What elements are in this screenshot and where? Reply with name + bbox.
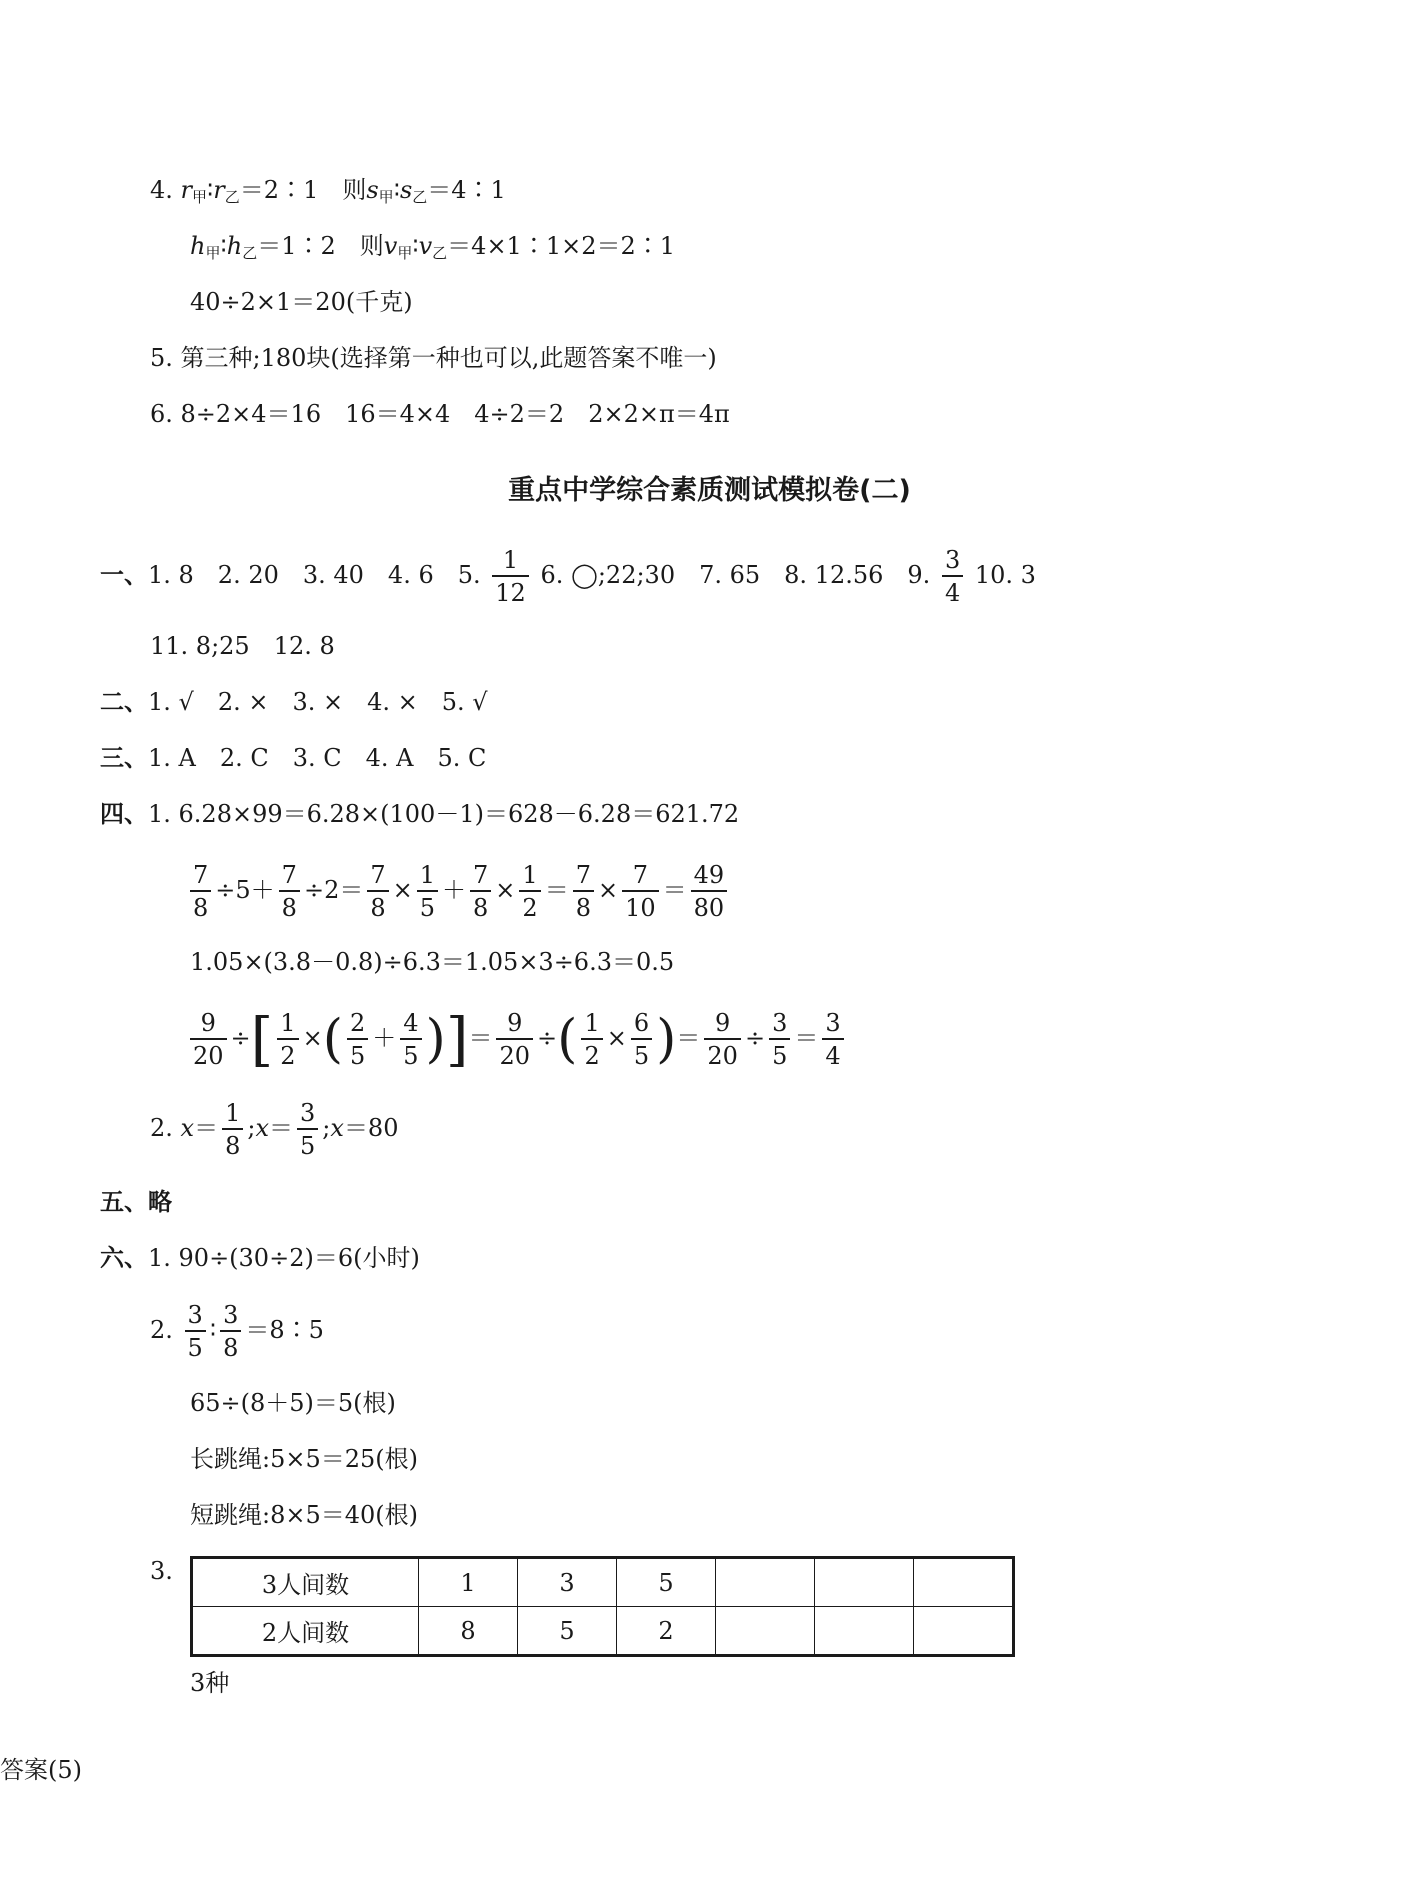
table-cell: [716, 1607, 815, 1656]
fraction: $\frac{3}{5}$: [185, 1303, 206, 1360]
table-row: [192, 1558, 1014, 1607]
part4-line2: $\frac{7}{8}$ ÷5＋ $\frac{7}{8}$ ÷2＝ $\frac{7}{8}$ × $\frac{1}{5}$ ＋ $\frac{7}{8}$ × $\frac{1}{2}$ ＝ $\frac{7}{8}$ × $\frac{7}{10}$ ＝ $\frac{49}{80}$: [186, 850, 731, 930]
part6-line5: 短跳绳:8×5＝40(根): [190, 1501, 418, 1529]
table-header-cell: 3人间数: [192, 1558, 419, 1607]
q4-line2: $h_甲∶h_乙=1∶2$ 则$v_甲∶v_乙=4\times 1∶1\times 2=2∶1$: [190, 232, 676, 262]
part4-line5: 2. x＝ $\frac{1}{8}$ ;x＝ $\frac{3}{5}$ ;x＝80: [150, 1099, 399, 1160]
fraction: $\frac{7}{8}$: [190, 863, 211, 920]
q4-line3: 40÷2×1＝20(千克): [190, 288, 413, 316]
fraction: $\frac{1}{2}$: [277, 1011, 298, 1068]
fraction: $\frac{7}{8}$: [367, 863, 388, 920]
fraction: $\frac{3}{8}$: [220, 1303, 241, 1360]
fraction: $\frac{1}{2}$: [581, 1011, 602, 1068]
fraction: $\frac{6}{5}$: [631, 1011, 652, 1068]
fraction: $\frac{9}{20}$: [496, 1011, 533, 1068]
fraction: $\frac{2}{5}$: [347, 1011, 368, 1068]
fraction: $\frac{7}{8}$: [573, 863, 594, 920]
table-cell: [815, 1558, 914, 1607]
part3-line: 三、1. A 2. C 3. C 4. A 5. C: [100, 744, 487, 772]
part6-line2: 2. $\frac{3}{5}$ ∶ $\frac{3}{8}$ ＝8∶5: [150, 1301, 324, 1362]
table-cell: [815, 1607, 914, 1656]
table-cell: [914, 1558, 1014, 1607]
page-title: 重点中学综合素质测试模拟卷(二): [508, 475, 911, 506]
part6-line3: 65÷(8＋5)＝5(根): [190, 1389, 396, 1417]
fraction: $\frac{3}{4}$: [822, 1011, 843, 1068]
part6-line6-num: 3.: [150, 1557, 173, 1585]
part6-line1: 六、1. 90÷(30÷2)＝6(小时): [100, 1244, 420, 1272]
table-cell: 5: [518, 1607, 617, 1656]
fraction: $\frac{7}{8}$: [279, 863, 300, 920]
fraction: $\frac{1}{2}$: [519, 863, 540, 920]
q4-line1: 4. $r_甲∶r_乙=2∶1$ 则$s_甲∶s_乙=4∶1$: [150, 176, 506, 206]
fraction: $\frac{1}{5}$: [417, 863, 438, 920]
part1-line2: 11. 8;25 12. 8: [150, 632, 335, 660]
table-cell: 1: [419, 1558, 518, 1607]
fraction: $\frac{1}{12}$: [492, 548, 529, 605]
fraction: $\frac{3}{5}$: [769, 1011, 790, 1068]
fraction: $\frac{3}{5}$: [297, 1101, 318, 1158]
q6-line: 6. 8÷2×4＝16 16＝4×4 4÷2＝2 2×2×π＝4π: [150, 400, 730, 428]
fraction: $\frac{9}{20}$: [190, 1011, 227, 1068]
fraction: $\frac{7}{8}$: [470, 863, 491, 920]
page-footer: 答案(5): [0, 1756, 82, 1784]
part4-line3: 1.05×(3.8－0.8)÷6.3＝1.05×3÷6.3＝0.5: [190, 948, 675, 976]
fraction: $\frac{49}{80}$: [691, 863, 728, 920]
fraction: $\frac{3}{4}$: [942, 548, 963, 605]
fraction: $\frac{4}{5}$: [400, 1011, 421, 1068]
table-header-cell: 2人间数: [192, 1607, 419, 1656]
part6-line4: 长跳绳:5×5＝25(根): [190, 1445, 418, 1473]
table-cell: 3: [518, 1558, 617, 1607]
table-cell: 8: [419, 1607, 518, 1656]
table-row: [192, 1607, 1014, 1656]
part4-line1: 四、1. 6.28×99＝6.28×(100－1)＝628－6.28＝621.72: [100, 800, 740, 828]
fraction: $\frac{7}{10}$: [622, 863, 659, 920]
part6-line7: 3种: [190, 1669, 230, 1697]
fraction: $\frac{9}{20}$: [704, 1011, 741, 1068]
room-table: [190, 1556, 1015, 1657]
part4-line4: $\frac{9}{20}$ ÷[ $\frac{1}{2}$ ×( $\frac{2}{5}$ ＋ $\frac{4}{5}$ )]＝ $\frac{9}{20}$ ÷( $\frac{1}{2}$ × $\frac{6}{5}$ )＝ $\frac{9}{20}$ ÷ $\frac{3}{5}$ ＝ $\frac{3}{4}$: [186, 995, 848, 1081]
part1-line1: 一、1. 8 2. 20 3. 40 4. 6 5. $\frac{1}{12}$ 6. ◯;22;30 7. 65 8. 12.56 9. $\frac{3}{4}$ 10. 3: [100, 546, 1036, 607]
table-cell: [914, 1607, 1014, 1656]
q5-line: 5. 第三种;180块(选择第一种也可以,此题答案不唯一): [150, 344, 717, 372]
fraction: $\frac{1}{8}$: [222, 1101, 243, 1158]
table-cell: 2: [617, 1607, 716, 1656]
table-cell: 5: [617, 1558, 716, 1607]
table-cell: [716, 1558, 815, 1607]
part2-line: 二、1. √ 2. × 3. × 4. × 5. √: [100, 688, 488, 716]
part5-line: 五、略: [100, 1188, 172, 1216]
